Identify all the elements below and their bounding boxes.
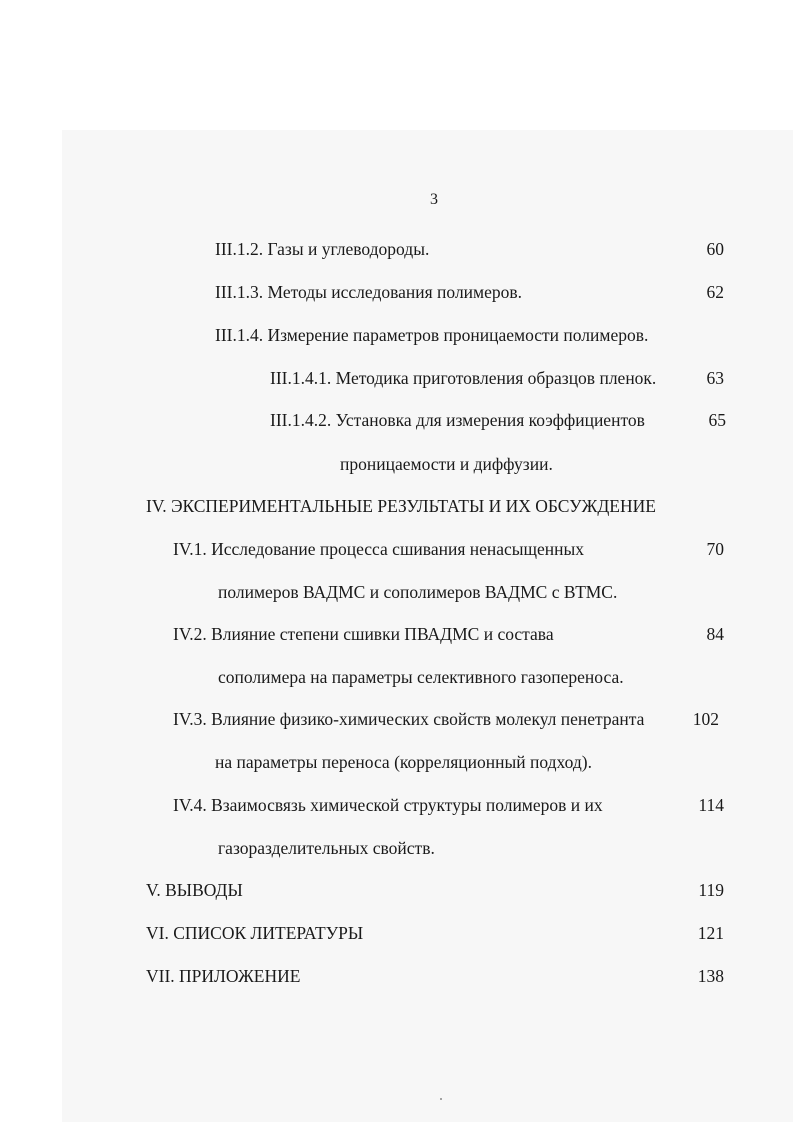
toc-entry-page: 70 — [706, 539, 724, 559]
toc-entry-page: 121 — [697, 923, 724, 943]
toc-entry-text: IV.2. Влияние степени сшивки ПВАДМС и состава — [173, 624, 554, 644]
toc-entry-continuation: проницаемости и диффузии. — [340, 454, 553, 474]
page-number: 3 — [430, 191, 438, 208]
toc-entry-page: 63 — [706, 368, 724, 388]
toc-section-heading: VII. ПРИЛОЖЕНИЕ — [146, 966, 301, 986]
toc-entry-text: IV.1. Исследование процесса сшивания ненасыщенных — [173, 539, 585, 559]
toc-entry-page: 138 — [697, 966, 724, 986]
toc-entry-continuation: сополимера на параметры селективного газопереноса. — [218, 667, 624, 687]
toc-entry-page: 84 — [706, 624, 724, 644]
toc-entry-continuation: полимеров ВАДМС и сополимеров ВАДМС с ВТМС. — [218, 582, 618, 602]
toc-entry-text: III.1.3. Методы исследования полимеров. — [215, 282, 523, 302]
toc-entry-continuation: газоразделительных свойств. — [218, 838, 435, 858]
toc-entry-page: 65 — [708, 410, 726, 430]
toc-entry-continuation: на параметры переноса (корреляционный подход). — [215, 752, 592, 772]
toc-entry-text: III.1.2. Газы и углеводороды. — [215, 239, 430, 259]
toc-section-heading: V. ВЫВОДЫ — [146, 880, 243, 900]
toc-entry-page: 102 — [692, 709, 719, 729]
toc-section-heading: VI. СПИСОК ЛИТЕРАТУРЫ — [146, 923, 364, 943]
scan-speck — [440, 1098, 442, 1100]
toc-entry-page: 119 — [698, 880, 724, 900]
toc-section-heading: IV. ЭКСПЕРИМЕНТАЛЬНЫЕ РЕЗУЛЬТАТЫ И ИХ ОБСУЖДЕНИЕ — [146, 496, 656, 516]
toc-entry-text: III.1.4. Измерение параметров проницаемости полимеров. — [215, 325, 649, 345]
toc-entry-page: 62 — [706, 282, 724, 302]
toc-entry-text: IV.3. Влияние физико-химических свойств молекул пенетранта — [173, 709, 645, 729]
toc-entry-text: III.1.4.2. Установка для измерения коэффициентов — [270, 410, 645, 430]
toc-entry-page: 114 — [698, 795, 724, 815]
toc-entry-text: IV.4. Взаимосвязь химической структуры полимеров и их — [173, 795, 603, 815]
toc-entry-page: 60 — [706, 239, 724, 259]
toc-entry-text: III.1.4.1. Методика приготовления образцов пленок. — [270, 368, 657, 388]
